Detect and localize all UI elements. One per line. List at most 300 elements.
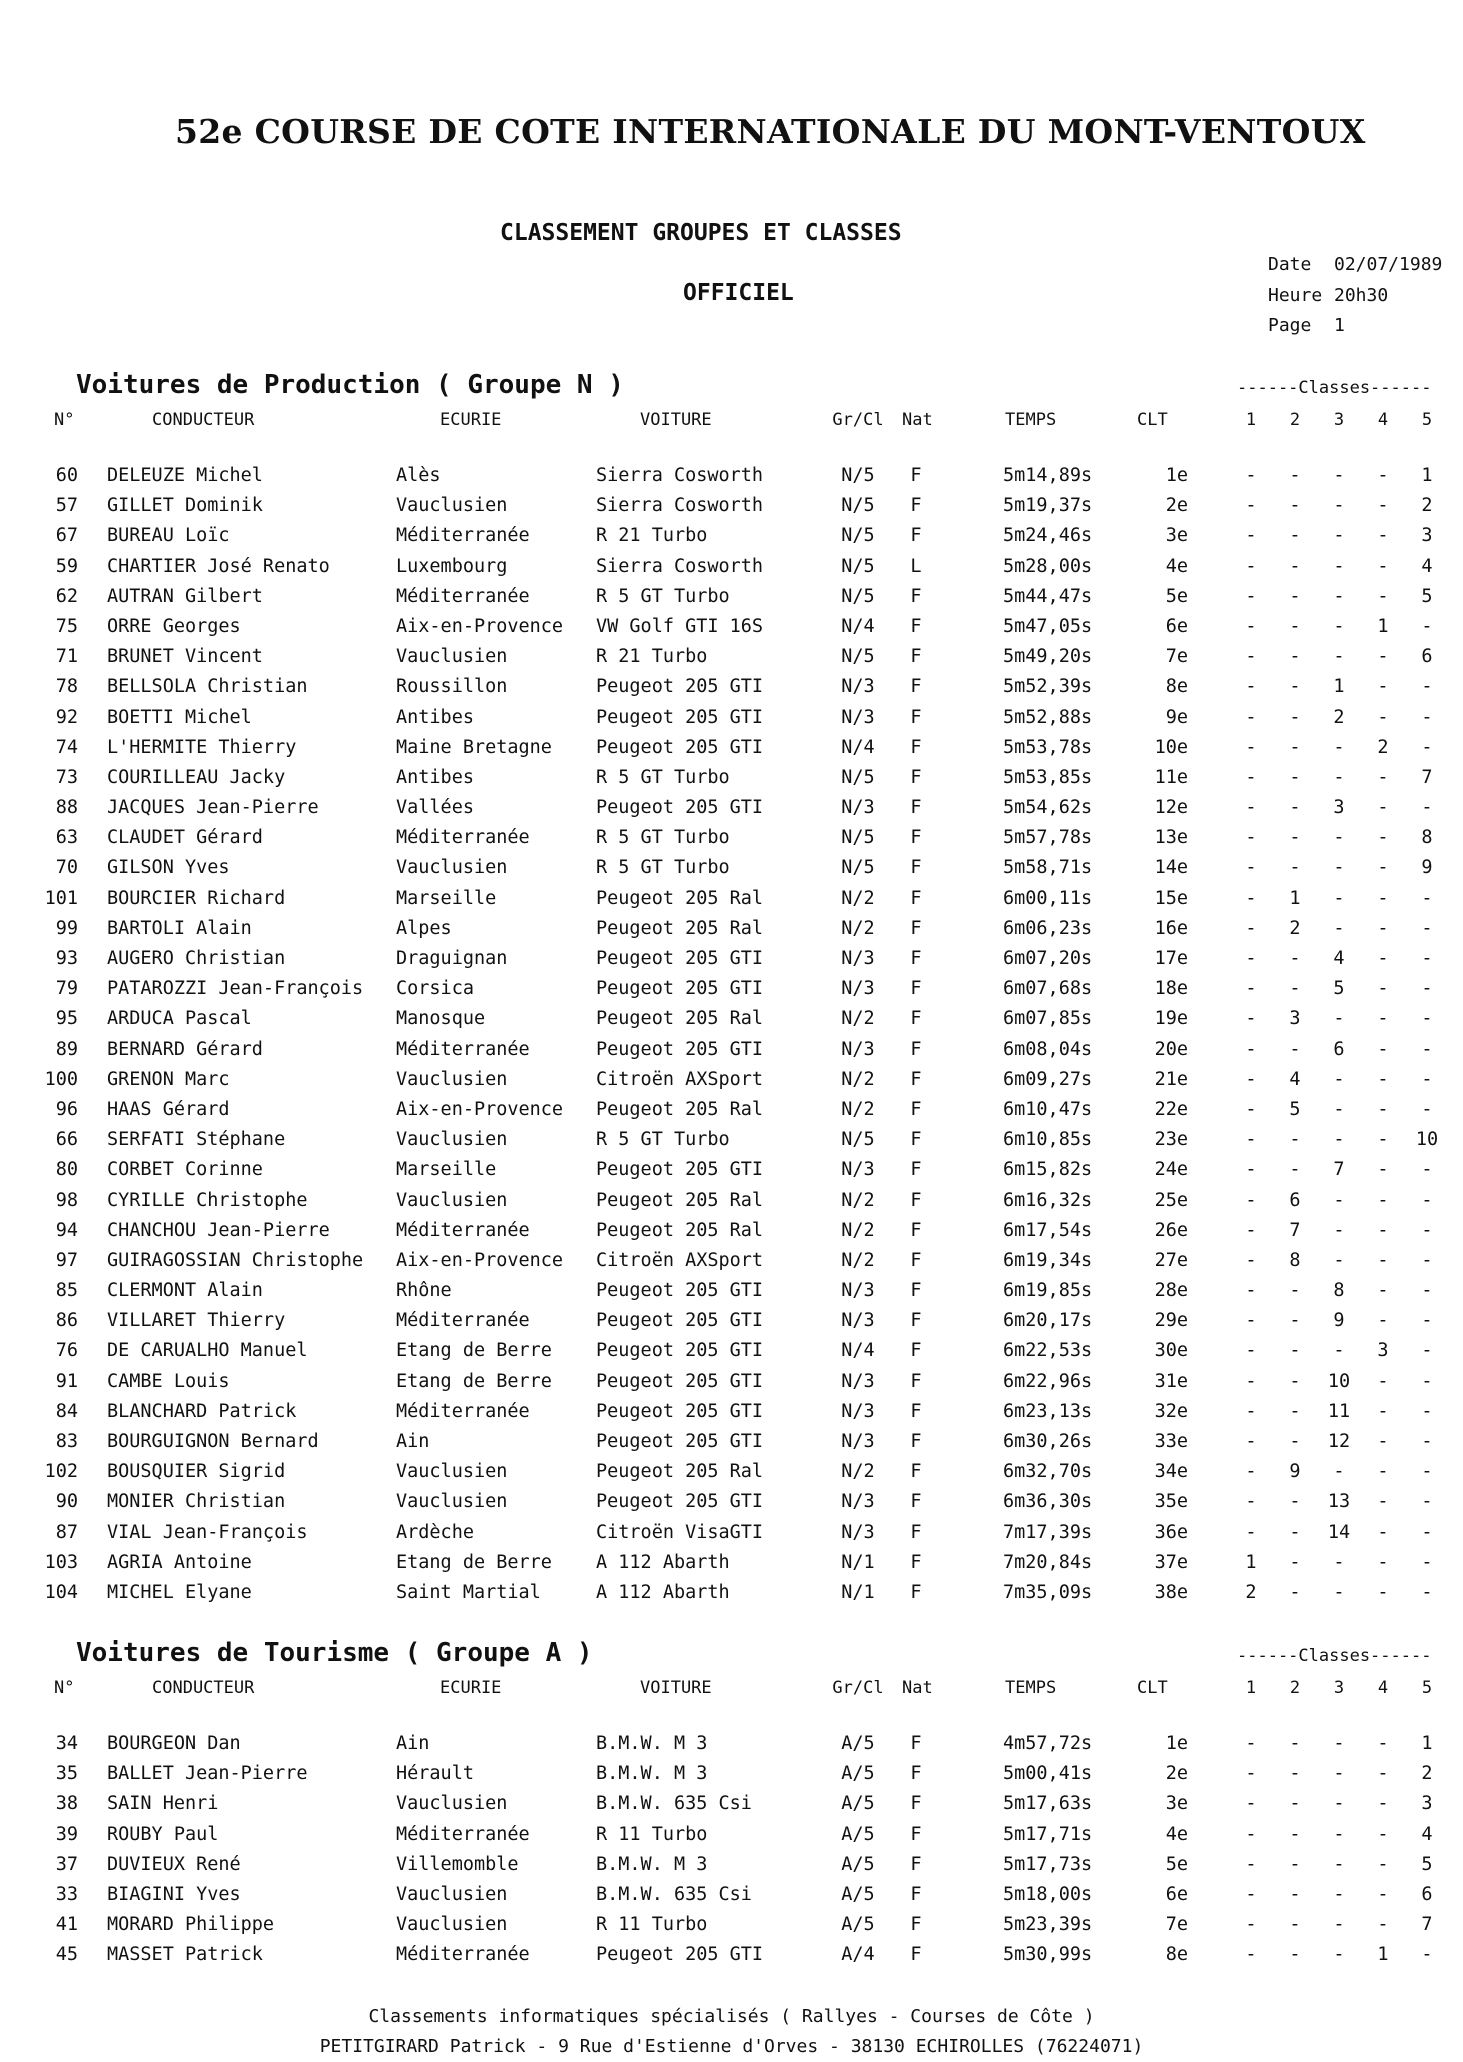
cell-car: Peugeot 205 GTI (596, 1159, 764, 1181)
header-class-4: 4 (1377, 410, 1389, 430)
cell-nat: F (910, 797, 922, 819)
cell-nat: F (910, 646, 922, 668)
cell-class-1: - (1245, 1763, 1257, 1785)
result-row (0, 1522, 1463, 1552)
cell-class-2: - (1289, 1793, 1301, 1815)
cell-driver: BRUNET Vincent (107, 646, 263, 668)
cell-grcl: N/4 (841, 1340, 875, 1362)
cell-grcl: N/5 (841, 857, 875, 879)
cell-class-2: 4 (1289, 1068, 1301, 1090)
cell-grcl: N/5 (841, 646, 875, 668)
cell-class-5: 4 (1421, 555, 1433, 577)
cell-grcl: N/3 (841, 948, 875, 969)
header-num: N° (54, 1678, 75, 1698)
cell-time: 6m22,96s (1003, 1370, 1093, 1392)
cell-num: 99 (55, 917, 78, 939)
cell-team: Méditerranée (396, 1823, 530, 1845)
cell-class-1: - (1245, 1098, 1257, 1120)
cell-time: 5m30,99s (1003, 1944, 1093, 1966)
result-row (0, 888, 1463, 918)
result-row (0, 1039, 1463, 1069)
cell-class-4: - (1377, 948, 1389, 969)
cell-class-3: 12 (1327, 1431, 1351, 1452)
result-row (0, 676, 1463, 706)
cell-class-1: - (1245, 1944, 1257, 1966)
cell-driver: BLANCHARD Patrick (107, 1400, 297, 1422)
cell-driver: MORARD Philippe (107, 1914, 275, 1936)
cell-time: 5m49,20s (1003, 646, 1093, 668)
cell-time: 5m17,71s (1003, 1823, 1093, 1845)
cell-class-1: - (1245, 465, 1257, 486)
cell-class-3: - (1333, 1883, 1345, 1905)
cell-class-5: - (1421, 1159, 1433, 1181)
cell-car: Peugeot 205 GTI (596, 948, 764, 969)
cell-clt: 34e (1154, 1461, 1188, 1483)
cell-team: Marseille (396, 1159, 497, 1181)
result-row (0, 1824, 1463, 1854)
cell-class-4: - (1377, 766, 1389, 788)
cell-nat: F (910, 525, 922, 547)
cell-class-2: - (1289, 555, 1301, 577)
cell-grcl: N/5 (841, 525, 875, 547)
cell-team: Villemomble (396, 1853, 519, 1875)
cell-num: 74 (55, 736, 78, 758)
cell-class-5: - (1421, 1038, 1433, 1060)
cell-class-4: - (1377, 676, 1389, 698)
cell-clt: 1e (1165, 1733, 1188, 1754)
cell-class-4: - (1377, 706, 1389, 728)
cell-grcl: N/2 (841, 1189, 875, 1211)
cell-time: 5m58,71s (1003, 857, 1093, 879)
cell-num: 95 (55, 1008, 78, 1030)
cell-clt: 29e (1154, 1310, 1188, 1332)
cell-team: Roussillon (396, 676, 508, 698)
cell-class-1: - (1245, 1189, 1257, 1211)
cell-num: 83 (55, 1431, 78, 1452)
cell-clt: 6e (1165, 1883, 1188, 1905)
cell-clt: 4e (1165, 1823, 1188, 1845)
cell-car: Peugeot 205 GTI (596, 1280, 764, 1302)
cell-num: 85 (55, 1280, 78, 1302)
cell-class-5: 7 (1421, 1914, 1433, 1936)
cell-clt: 3e (1165, 1793, 1188, 1815)
cell-class-5: 6 (1421, 646, 1433, 668)
cell-num: 98 (55, 1189, 78, 1211)
cell-class-2: - (1289, 525, 1301, 547)
cell-class-1: 2 (1245, 1581, 1257, 1603)
cell-class-2: - (1289, 1280, 1301, 1302)
result-row (0, 827, 1463, 857)
header-class-1: 1 (1245, 1678, 1257, 1698)
cell-num: 104 (44, 1581, 78, 1603)
cell-num: 33 (55, 1883, 78, 1905)
cell-car: Peugeot 205 GTI (596, 1944, 764, 1966)
result-row (0, 767, 1463, 797)
cell-num: 101 (44, 887, 78, 909)
cell-nat: F (910, 1793, 922, 1815)
cell-num: 34 (55, 1733, 78, 1754)
cell-num: 66 (55, 1129, 78, 1151)
cell-driver: MONIER Christian (107, 1491, 286, 1513)
cell-car: Sierra Cosworth (596, 495, 764, 517)
cell-grcl: A/5 (841, 1763, 875, 1785)
cell-nat: F (910, 1581, 922, 1603)
cell-num: 96 (55, 1098, 78, 1120)
cell-class-2: 9 (1289, 1461, 1301, 1483)
result-row (0, 1914, 1463, 1944)
cell-class-4: 1 (1377, 1944, 1389, 1966)
cell-num: 76 (55, 1340, 78, 1362)
cell-nat: F (910, 585, 922, 607)
cell-car: Peugeot 205 Ral (596, 1189, 764, 1211)
cell-clt: 28e (1154, 1280, 1188, 1302)
cell-driver: BOETTI Michel (107, 706, 252, 728)
cell-car: R 5 GT Turbo (596, 585, 730, 607)
cell-class-4: - (1377, 1400, 1389, 1422)
cell-time: 6m08,04s (1003, 1038, 1093, 1060)
cell-grcl: A/5 (841, 1793, 875, 1815)
cell-clt: 17e (1154, 948, 1188, 969)
cell-driver: MICHEL Elyane (107, 1581, 252, 1603)
cell-driver: JACQUES Jean-Pierre (107, 797, 319, 819)
cell-nat: F (910, 1038, 922, 1060)
cell-class-1: - (1245, 736, 1257, 758)
header-class-5: 5 (1421, 410, 1433, 430)
result-row (0, 1491, 1463, 1521)
cell-class-4: - (1377, 585, 1389, 607)
cell-class-4: - (1377, 1551, 1389, 1573)
cell-class-3: - (1333, 1068, 1345, 1090)
cell-class-4: - (1377, 465, 1389, 486)
cell-team: Vallées (396, 797, 474, 819)
cell-class-3: 14 (1327, 1521, 1351, 1543)
cell-driver: HAAS Gérard (107, 1098, 230, 1120)
cell-car: R 5 GT Turbo (596, 827, 730, 849)
cell-class-1: - (1245, 1280, 1257, 1302)
date-label: Date (1268, 254, 1312, 275)
cell-car: Peugeot 205 GTI (596, 676, 764, 698)
cell-clt: 25e (1154, 1189, 1188, 1211)
cell-team: Marseille (396, 887, 497, 909)
cell-grcl: N/2 (841, 1068, 875, 1090)
cell-num: 86 (55, 1310, 78, 1332)
cell-class-4: - (1377, 1249, 1389, 1271)
result-row (0, 1008, 1463, 1038)
cell-class-3: - (1333, 646, 1345, 668)
cell-class-5: 8 (1421, 827, 1433, 849)
cell-class-3: - (1333, 615, 1345, 637)
cell-team: Méditerranée (396, 1944, 530, 1966)
header-time: TEMPS (1005, 1678, 1057, 1698)
column-header (0, 410, 1463, 432)
cell-class-5: - (1421, 1581, 1433, 1603)
cell-team: Vauclusien (396, 1883, 508, 1905)
cell-num: 92 (55, 706, 78, 728)
cell-grcl: N/3 (841, 1370, 875, 1392)
cell-time: 6m07,68s (1003, 978, 1093, 1000)
cell-clt: 11e (1154, 766, 1188, 788)
cell-nat: F (910, 1733, 922, 1754)
cell-grcl: N/2 (841, 1098, 875, 1120)
cell-driver: BOURGEON Dan (107, 1733, 241, 1754)
cell-time: 6m00,11s (1003, 887, 1093, 909)
result-row (0, 1250, 1463, 1280)
cell-grcl: N/3 (841, 1159, 875, 1181)
cell-class-5: - (1421, 1491, 1433, 1513)
result-row (0, 1401, 1463, 1431)
cell-time: 7m35,09s (1003, 1581, 1093, 1603)
cell-class-1: - (1245, 1793, 1257, 1815)
cell-time: 5m57,78s (1003, 827, 1093, 849)
cell-time: 6m09,27s (1003, 1068, 1093, 1090)
cell-class-4: - (1377, 1310, 1389, 1332)
document-meta (1268, 250, 1442, 342)
cell-class-1: - (1245, 1340, 1257, 1362)
cell-class-2: - (1289, 706, 1301, 728)
cell-class-2: - (1289, 1581, 1301, 1603)
cell-team: Corsica (396, 978, 474, 1000)
cell-clt: 33e (1154, 1431, 1188, 1452)
cell-class-1: - (1245, 1159, 1257, 1181)
cell-class-3: - (1333, 1189, 1345, 1211)
cell-nat: F (910, 1098, 922, 1120)
cell-class-2: 6 (1289, 1189, 1301, 1211)
cell-class-5: - (1421, 1189, 1433, 1211)
cell-driver: BALLET Jean-Pierre (107, 1763, 308, 1785)
cell-time: 5m52,39s (1003, 676, 1093, 698)
cell-grcl: A/5 (841, 1823, 875, 1845)
cell-class-2: - (1289, 1914, 1301, 1936)
cell-driver: GRENON Marc (107, 1068, 230, 1090)
result-row (0, 1340, 1463, 1370)
cell-num: 63 (55, 827, 78, 849)
cell-class-1: - (1245, 1310, 1257, 1332)
cell-class-3: 8 (1333, 1280, 1345, 1302)
cell-class-4: - (1377, 1008, 1389, 1030)
cell-class-2: - (1289, 1038, 1301, 1060)
cell-num: 102 (44, 1461, 78, 1483)
cell-clt: 13e (1154, 827, 1188, 849)
cell-class-1: - (1245, 1914, 1257, 1936)
cell-num: 84 (55, 1400, 78, 1422)
cell-driver: CAMBE Louis (107, 1370, 230, 1392)
cell-class-1: - (1245, 1400, 1257, 1422)
cell-car: Peugeot 205 Ral (596, 1098, 764, 1120)
cell-grcl: N/5 (841, 766, 875, 788)
cell-class-1: - (1245, 1431, 1257, 1452)
cell-grcl: N/3 (841, 676, 875, 698)
cell-team: Vauclusien (396, 646, 508, 668)
cell-class-3: 3 (1333, 797, 1345, 819)
cell-driver: CYRILLE Christophe (107, 1189, 308, 1211)
cell-class-4: - (1377, 887, 1389, 909)
cell-clt: 14e (1154, 857, 1188, 879)
cell-team: Vauclusien (396, 1914, 508, 1936)
cell-class-4: - (1377, 1098, 1389, 1120)
cell-car: B.M.W. M 3 (596, 1733, 708, 1754)
cell-car: Citroën AXSport (596, 1249, 764, 1271)
cell-class-5: - (1421, 615, 1433, 637)
cell-clt: 27e (1154, 1249, 1188, 1271)
cell-nat: F (910, 1310, 922, 1332)
cell-num: 75 (55, 615, 78, 637)
cell-class-5: 5 (1421, 585, 1433, 607)
cell-class-4: - (1377, 525, 1389, 547)
cell-team: Luxembourg (396, 555, 508, 577)
cell-grcl: N/3 (841, 1491, 875, 1513)
cell-class-5: 9 (1421, 857, 1433, 879)
cell-grcl: N/5 (841, 585, 875, 607)
cell-driver: BARTOLI Alain (107, 917, 252, 939)
cell-car: Peugeot 205 GTI (596, 1340, 764, 1362)
cell-class-2: - (1289, 766, 1301, 788)
result-row (0, 1431, 1463, 1461)
cell-class-1: - (1245, 1038, 1257, 1060)
cell-clt: 16e (1154, 917, 1188, 939)
cell-class-4: - (1377, 1823, 1389, 1845)
cell-grcl: A/4 (841, 1944, 875, 1966)
cell-class-5: 10 (1415, 1129, 1439, 1151)
result-row (0, 1129, 1463, 1159)
cell-class-3: - (1333, 1551, 1345, 1573)
cell-driver: MASSET Patrick (107, 1944, 263, 1966)
cell-time: 6m10,47s (1003, 1098, 1093, 1120)
header-class-1: 1 (1245, 410, 1257, 430)
cell-car: Peugeot 205 GTI (596, 736, 764, 758)
cell-team: Alpes (396, 917, 452, 939)
cell-driver: ORRE Georges (107, 615, 241, 637)
cell-team: Méditerranée (396, 827, 530, 849)
cell-class-3: - (1333, 736, 1345, 758)
header-team: ECURIE (440, 410, 502, 430)
result-row (0, 616, 1463, 646)
cell-driver: CLERMONT Alain (107, 1280, 263, 1302)
result-row (0, 1763, 1463, 1793)
cell-team: Ardèche (396, 1521, 474, 1543)
cell-driver: SAIN Henri (107, 1793, 219, 1815)
cell-class-5: 3 (1421, 525, 1433, 547)
cell-class-3: - (1333, 827, 1345, 849)
cell-class-2: 2 (1289, 917, 1301, 939)
cell-class-5: - (1421, 1521, 1433, 1543)
cell-class-5: - (1421, 1249, 1433, 1271)
cell-grcl: N/2 (841, 917, 875, 939)
cell-time: 5m53,78s (1003, 736, 1093, 758)
cell-class-5: - (1421, 1280, 1433, 1302)
cell-clt: 1e (1165, 465, 1188, 486)
cell-num: 57 (55, 495, 78, 517)
cell-class-1: - (1245, 525, 1257, 547)
cell-class-1: - (1245, 797, 1257, 819)
cell-class-4: - (1377, 1189, 1389, 1211)
cell-clt: 9e (1165, 706, 1188, 728)
result-row (0, 1582, 1463, 1612)
column-header (0, 1678, 1463, 1700)
result-row (0, 586, 1463, 616)
cell-time: 6m36,30s (1003, 1491, 1093, 1513)
cell-class-3: - (1333, 1219, 1345, 1241)
cell-class-3: - (1333, 857, 1345, 879)
cell-car: Peugeot 205 GTI (596, 1491, 764, 1513)
cell-class-2: - (1289, 585, 1301, 607)
cell-class-1: - (1245, 887, 1257, 909)
cell-num: 38 (55, 1793, 78, 1815)
cell-grcl: N/2 (841, 1461, 875, 1483)
cell-class-5: - (1421, 978, 1433, 1000)
cell-num: 62 (55, 585, 78, 607)
results-list (0, 1733, 1463, 1975)
cell-grcl: N/2 (841, 1008, 875, 1030)
cell-grcl: N/2 (841, 1219, 875, 1241)
result-row (0, 1371, 1463, 1401)
cell-class-2: - (1289, 495, 1301, 517)
cell-class-3: - (1333, 495, 1345, 517)
result-row (0, 737, 1463, 767)
cell-clt: 20e (1154, 1038, 1188, 1060)
cell-driver: CHARTIER José Renato (107, 555, 330, 577)
cell-car: Sierra Cosworth (596, 465, 764, 486)
cell-class-3: - (1333, 1340, 1345, 1362)
cell-team: Hérault (396, 1763, 474, 1785)
cell-class-1: - (1245, 495, 1257, 517)
cell-class-4: - (1377, 1068, 1389, 1090)
cell-class-5: - (1421, 1944, 1433, 1966)
cell-class-4: - (1377, 555, 1389, 577)
cell-class-2: - (1289, 797, 1301, 819)
cell-class-2: - (1289, 1431, 1301, 1452)
cell-class-4: - (1377, 646, 1389, 668)
cell-class-1: - (1245, 1883, 1257, 1905)
cell-class-2: - (1289, 465, 1301, 486)
cell-grcl: N/2 (841, 887, 875, 909)
cell-class-2: - (1289, 1853, 1301, 1875)
cell-clt: 3e (1165, 525, 1188, 547)
cell-grcl: A/5 (841, 1914, 875, 1936)
cell-team: Vauclusien (396, 1068, 508, 1090)
cell-grcl: N/3 (841, 1280, 875, 1302)
cell-clt: 5e (1165, 585, 1188, 607)
cell-class-3: 10 (1327, 1370, 1351, 1392)
cell-driver: BERNARD Gérard (107, 1038, 263, 1060)
cell-team: Maine Bretagne (396, 736, 552, 758)
cell-car: Sierra Cosworth (596, 555, 764, 577)
cell-class-1: - (1245, 1461, 1257, 1483)
cell-class-3: 5 (1333, 978, 1345, 1000)
cell-nat: F (910, 1008, 922, 1030)
cell-driver: ARDUCA Pascal (107, 1008, 252, 1030)
cell-class-1: - (1245, 676, 1257, 698)
result-row (0, 1190, 1463, 1220)
cell-num: 88 (55, 797, 78, 819)
cell-nat: F (910, 1340, 922, 1362)
cell-driver: GILLET Dominik (107, 495, 263, 517)
cell-class-2: - (1289, 1370, 1301, 1392)
cell-car: R 11 Turbo (596, 1823, 708, 1845)
cell-class-1: - (1245, 1733, 1257, 1754)
cell-class-2: 5 (1289, 1098, 1301, 1120)
cell-nat: F (910, 1883, 922, 1905)
cell-class-3: - (1333, 1823, 1345, 1845)
cell-clt: 19e (1154, 1008, 1188, 1030)
cell-driver: VILLARET Thierry (107, 1310, 286, 1332)
header-grcl: Gr/Cl (832, 410, 884, 430)
cell-class-2: - (1289, 1883, 1301, 1905)
cell-class-5: 1 (1421, 465, 1433, 486)
cell-nat: F (910, 1521, 922, 1543)
cell-class-4: - (1377, 797, 1389, 819)
cell-class-2: - (1289, 1551, 1301, 1573)
cell-time: 5m53,85s (1003, 766, 1093, 788)
